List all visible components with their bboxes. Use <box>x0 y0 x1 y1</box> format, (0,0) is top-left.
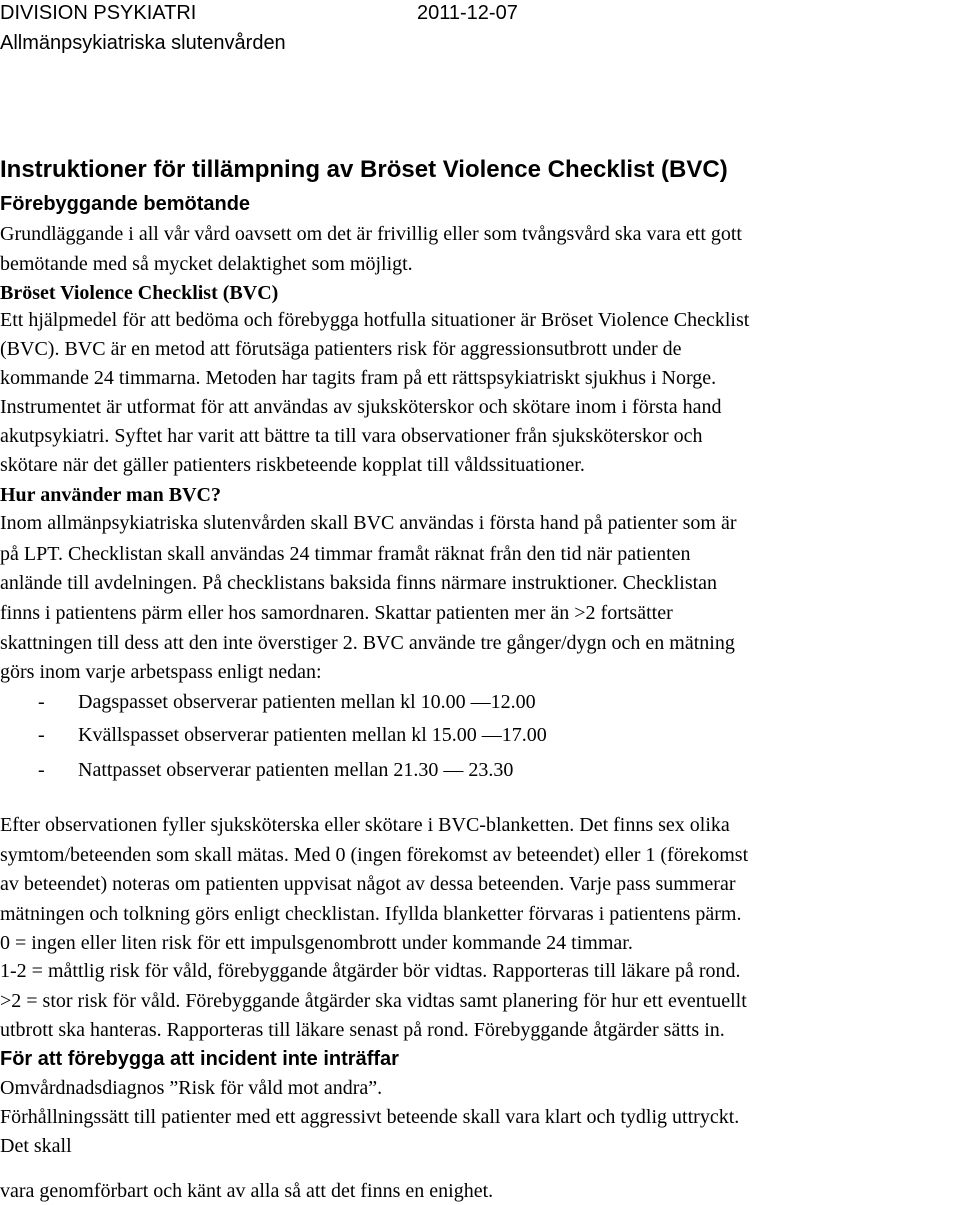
section-heading-howto: Hur använder man BVC? <box>0 484 221 506</box>
header-division: DIVISION PSYKIATRI <box>0 2 197 24</box>
paragraph-line: görs inom varje arbetspass enligt nedan: <box>0 661 322 683</box>
paragraph-line: Grundläggande i all vår vård oavsett om det är frivillig eller som tvångsvård ska vara ett gott <box>0 223 742 245</box>
list-bullet: - <box>38 691 45 713</box>
paragraph-line: akutpsykiatri. Syftet har varit att bättre ta till vara observationer från sjuksköterskor och <box>0 425 703 447</box>
header-unit: Allmänpsykiatriska slutenvården <box>0 32 286 54</box>
paragraph-line: kommande 24 timmarna. Metoden har tagits fram på ett rättspsykiatriskt sjukhus i Norge. <box>0 367 717 389</box>
paragraph-line: skötare när det gäller patienters riskbeteende kopplat till våldssituationer. <box>0 454 585 476</box>
paragraph-line: (BVC). BVC är en metod att förutsäga patienters risk för aggressionsutbrott under de <box>0 338 682 360</box>
section-heading-bvc: Bröset Violence Checklist (BVC) <box>0 282 279 304</box>
paragraph-line: Efter observationen fyller sjuksköterska eller skötare i BVC-blanketten. Det finns sex olika <box>0 814 730 836</box>
paragraph-line: bemötande med så mycket delaktighet som möjligt. <box>0 253 413 275</box>
paragraph-line: av beteendet) noteras om patienten uppvisat något av dessa beteenden. Varje pass summerar <box>0 873 736 895</box>
paragraph-line: symtom/beteenden som skall mätas. Med 0 (ingen förekomst av beteendet) eller 1 (förekomst <box>0 844 749 866</box>
list-bullet: - <box>38 724 45 746</box>
list-bullet: - <box>38 759 45 781</box>
paragraph-line: 0 = ingen eller liten risk för ett impulsgenombrott under kommande 24 timmar. <box>0 932 633 954</box>
paragraph-line: Det skall <box>0 1135 72 1157</box>
paragraph-line: skattningen till dess att den inte överstiger 2. BVC använde tre gånger/dygn och en mätning <box>0 632 735 654</box>
paragraph-line: Instrumentet är utformat för att användas av sjuksköterskor och skötare inom i första hand <box>0 396 722 418</box>
paragraph-line: utbrott ska hanteras. Rapporteras till läkare senast på rond. Förebyggande åtgärder sätts in. <box>0 1019 725 1041</box>
section-heading-preventive: Förebyggande bemötande <box>0 193 251 215</box>
paragraph-line: Förhållningssätt till patienter med ett aggressivt beteende skall vara klart och tydlig uttryckt. <box>0 1106 740 1128</box>
paragraph-line: Omvårdnadsdiagnos ”Risk för våld mot andra”. <box>0 1077 383 1099</box>
paragraph-line: Inom allmänpsykiatriska slutenvården skall BVC användas i första hand på patienter som är <box>0 512 737 534</box>
section-heading-prevent-incident: För att förebygga att incident inte inträffar <box>0 1048 399 1070</box>
list-item-text: Kvällspasset observerar patienten mellan kl 15.00 —17.00 <box>78 724 547 746</box>
paragraph-line: >2 = stor risk för våld. Förebyggande åtgärder ska vidtas samt planering för hur ett eventuellt <box>0 990 747 1012</box>
paragraph-line: anlände till avdelningen. På checklistans baksida finns närmare instruktioner. Checklistan <box>0 572 718 594</box>
paragraph-line: finns i patientens pärm eller hos samordnaren. Skattar patienten mer än >2 fortsätter <box>0 602 673 624</box>
paragraph-line: Ett hjälpmedel för att bedöma och förebygga hotfulla situationer är Bröset Violence Checklist <box>0 309 750 331</box>
paragraph-line: på LPT. Checklistan skall användas 24 timmar framåt räknat från den tid när patienten <box>0 543 691 565</box>
paragraph-line: mätningen och tolkning görs enligt checklistan. Ifyllda blanketter förvaras i patientens pärm. <box>0 903 742 925</box>
list-item-text: Nattpasset observerar patienten mellan 21.30 — 23.30 <box>78 759 514 781</box>
list-item-text: Dagspasset observerar patienten mellan kl 10.00 —12.00 <box>78 691 536 713</box>
paragraph-line: 1-2 = måttlig risk för våld, förebyggande åtgärder bör vidtas. Rapporteras till läkare på rond. <box>0 960 741 982</box>
paragraph-line: vara genomförbart och känt av alla så att det finns en enighet. <box>0 1180 494 1202</box>
document-title: Instruktioner för tillämpning av Bröset Violence Checklist (BVC) <box>0 156 728 183</box>
header-date: 2011-12-07 <box>417 2 518 24</box>
